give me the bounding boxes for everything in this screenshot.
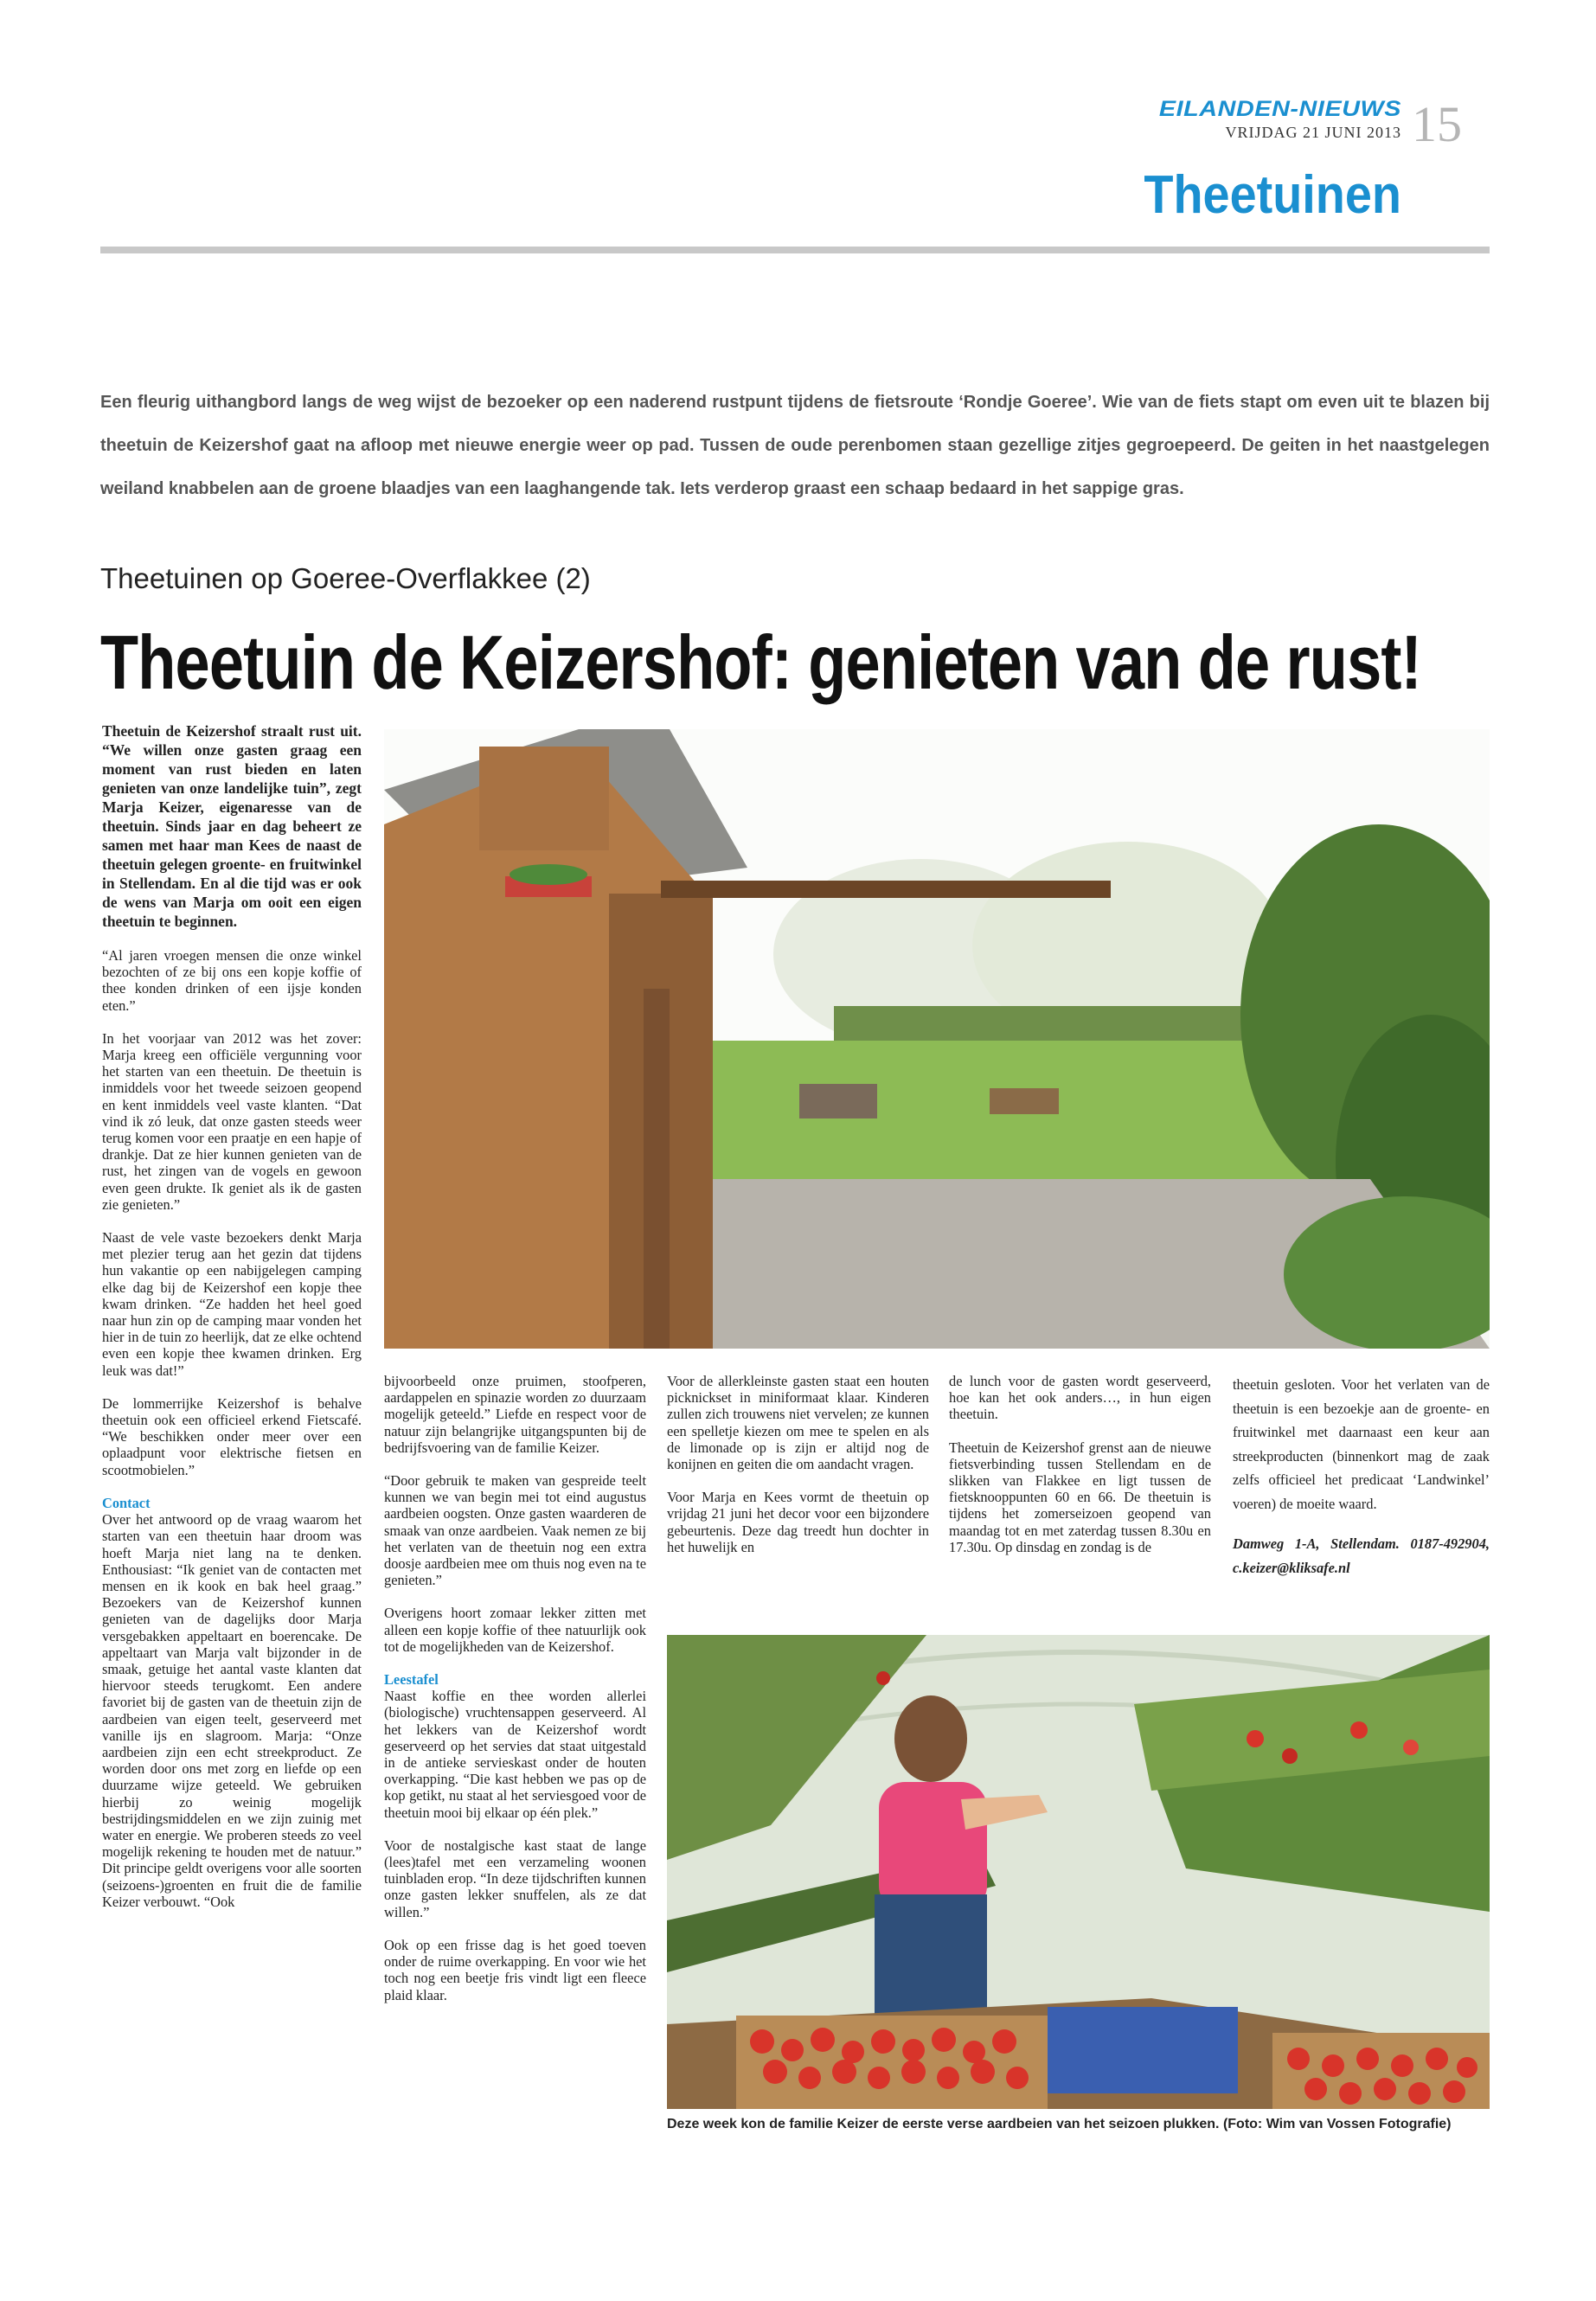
lead-paragraph: Theetuin de Keizershof straalt rust uit. “We willen onze gasten graag een moment van rust bieden en laten genieten van onze landelijke tuin”, zegt Marja Keizer, eigenaresse van de theetuin. Sinds jaar en dag beheert ze samen met haar man Kees de naast de theetuin gelegen groente- en fruitwinkel in Stellendam. En al die tijd was er ook de wens van Marja om ooit een eigen theetuin te beginnen. [102,722,362,930]
address-line: Damweg 1-A, Stellendam. 0187-492904, c.keizer@kliksafe.nl [1233,1535,1490,1576]
article-kicker: Theetuinen op Goeree-Overflakkee (2) [100,562,591,594]
photo-caption: Deze week kon de familie Keizer de eerste verse aardbeien van het seizoen plukken. (Foto: Wim van Vossen Fotografie) [667,2117,1452,2131]
page-number: 15 [1412,96,1462,152]
article-headline: Theetuin de Keizershof: genieten van de rust! [100,619,1421,705]
theetuin-shed-photo [384,729,1490,1349]
paragraph: “Al jaren vroegen mensen die onze winkel bezochten of ze bij ons een kopje koffie of thee konden drinken of een ijsje konden eten.” [102,947,362,1014]
article-column-3 [667,1373,929,1572]
paragraph: bijvoorbeeld onze pruimen, stoofperen, aardappelen en spinazie worden zo duurzaam mogelijk geteeld.” Liefde en respect voor de natuur zijn belangrijke uitgangspunten bij de bedrijfsvoering van de familie Keizer. [384,1373,646,1456]
paragraph: de lunch voor de gasten wordt geserveerd, hoe kan het ook anders…, in hun eigen theetuin. [949,1373,1211,1423]
paragraph: De lommerrijke Keizershof is behalve theetuin ook een officieel erkend Fietscafé. “We beschikken onder meer over een oplaadpunt voor elektrische fietsen en scootmobielen.” [102,1394,362,1478]
section-title: Theetuinen [1144,165,1401,225]
paragraph: Naast koffie en thee worden allerlei (biologische) vruchtensappen geserveerd. Al het lekkers van de Keizershof wordt geserveerd op het servies dat staat uitgestald in de antieke servieskast onder de houten overkapping. “Die kast hebben we pas op de kop getikt, nu staat al het serviesgoed voor de theetuin mooi bij elkaar op één plek.” [384,1688,646,1821]
paragraph: Naast de vele vaste bezoekers denkt Marja met plezier terug aan het gezin dat tijdens hun vakantie op een nabijgelegen camping elke dag bij de Keizershof een kopje thee kwam drinken. “Ze hadden het heel goed naar hun zin op de camping maar vonden het hier in de tuin zo heerlijk, dat ze elke ochtend even een kopje thee kwamen drinken. Erg leuk was dat!” [102,1229,362,1379]
paragraph: Theetuin de Keizershof grenst aan de nieuwe fietsverbinding tussen Stellendam en de slikken van Flakkee en ligt tussen de fietsknooppunten 60 en 66. De theetuin is tijdens het zomerseizoen geopend van maandag tot en met zaterdag tussen 8.30u en 17.30u. Op dinsdag en zondag is de [949,1439,1211,1555]
paragraph: Ook op een frisse dag is het goed toeven onder de ruime overkapping. En voor wie het toch nog een beetje fris vindt ligt een fleece plaid klaar. [384,1936,646,2003]
paragraph: In het voorjaar van 2012 was het zover: Marja kreeg een officiële vergunning voor het starten van een theetuin. De theetuin is inmiddels voor het tweede seizoen geopend en kent inmiddels veel vaste klanten. “Dat vind ik zó leuk, dat onze gasten steeds weer terug komen voor een praatje en een hapje of drankje. Dat ze hier kunnen genieten van de rust, het zingen van de vogels en gewoon even geen drukte. Ik geniet als ik de gasten zie genieten.” [102,1029,362,1213]
paragraph: “Door gebruik te maken van gespreide teelt kunnen we van begin mei tot eind augustus aardbeien oogsten. Onze gasten waarderen de smaak van onze aardbeien. Vaak nemen ze bij het verlaten van de theetuin nog een extra doosje aardbeien mee om thuis nog even na te genieten.” [384,1472,646,1589]
newspaper-logo: EILANDEN-NIEUWS [1158,97,1401,121]
header-rule [100,247,1490,253]
subheading-contact: Contact [102,1494,151,1511]
paragraph: Overigens hoort zomaar lekker zitten met alleen een kopje koffie of thee natuurlijk ook tot de mogelijkheden van de Keizershof. [384,1605,646,1655]
article-column-2 [384,1373,646,2020]
article-column-5 [1233,1373,1490,1596]
article-column-1 [102,721,362,1926]
paragraph: Voor de nostalgische kast staat de lange (lees)tafel met een verzameling woonen tuinbladen erop. “In deze tijdschriften kunnen onze gasten lekker snuffelen, als ze dat willen.” [384,1836,646,1920]
subheading-leestafel: Leestafel [384,1671,439,1689]
paragraph: Voor Marja en Kees vormt de theetuin op vrijdag 21 juni het decor voor een bijzondere gebeurtenis. Deze dag treedt hun dochter in het huwelijk en [667,1489,929,1555]
strawberry-greenhouse-photo [667,1635,1490,2109]
paragraph: Voor de allerkleinste gasten staat een houten picknickset in miniformaat klaar. Kinderen zullen zich trouwens niet vervelen; ze kunnen een spelletje kiezen om mee te spelen en als de limonade op is zijn er altijd nog de konijnen en geiten die om aandacht vragen. [667,1373,929,1473]
paragraph: theetuin gesloten. Voor het verlaten van de theetuin is een bezoekje aan de groente- en fruitwinkel met daarnaast een keur aan streekproducten (binnenkort mag de zaak zelfs officieel het predicaat ‘Landwinkel’ voeren) de moeite waard. [1233,1376,1490,1512]
masthead [1158,97,1401,142]
article-column-4 [949,1373,1211,1572]
paragraph: Over het antwoord op de vraag waarom het starten van een theetuin haar droom was hoeft Marja niet lang na te denken. Enthousiast: “Ik geniet van de contacten met mensen en ik kook en bak heel graag.” Bezoekers van de Keizershof kunnen genieten van de dagelijks door Marja versgebakken appeltaart en boerencake. De appeltaart van Marja valt bijzonder in de smaak, getuige het aantal vaste klanten dat hiervoor steeds terugkomt. Een andere favoriet bij de gasten van de theetuin zijn de aardbeien van eigen teelt, geserveerd met vanille ijs en slagroom. Marja: “Onze aardbeien zijn een echt streekproduct. Ze worden door ons met zorg en liefde op een duurzame wijze geteeld. We gebruiken hierbij zo weinig mogelijk bestrijdingsmiddelen en we zijn zuinig met water en energie. We proberen steeds zo veel mogelijk rekening te houden met de natuur.” Dit principe geldt overigens voor alle soorten (seizoens-)groenten en fruit die de familie Keizer verbouwt. “Ook [102,1511,362,1910]
issue-date: VRIJDAG 21 JUNI 2013 [1225,124,1401,141]
intro-paragraph: Een fleurig uithangbord langs de weg wijst de bezoeker op een naderend rustpunt tijdens de fietsroute ‘Rondje Goeree’. Wie van de fiets stapt om even uit te blazen bij theetuin de Keizershof gaat na afloop met nieuwe energie weer op pad. Tussen de oude perenbomen staan gezellige zitjes gegroepeerd. De geiten in het naastgelegen weiland knabbelen aan de groene blaadjes van een laaghangende tak. Iets verderop graast een schaap bedaard in het sappige gras. [100,393,1490,498]
